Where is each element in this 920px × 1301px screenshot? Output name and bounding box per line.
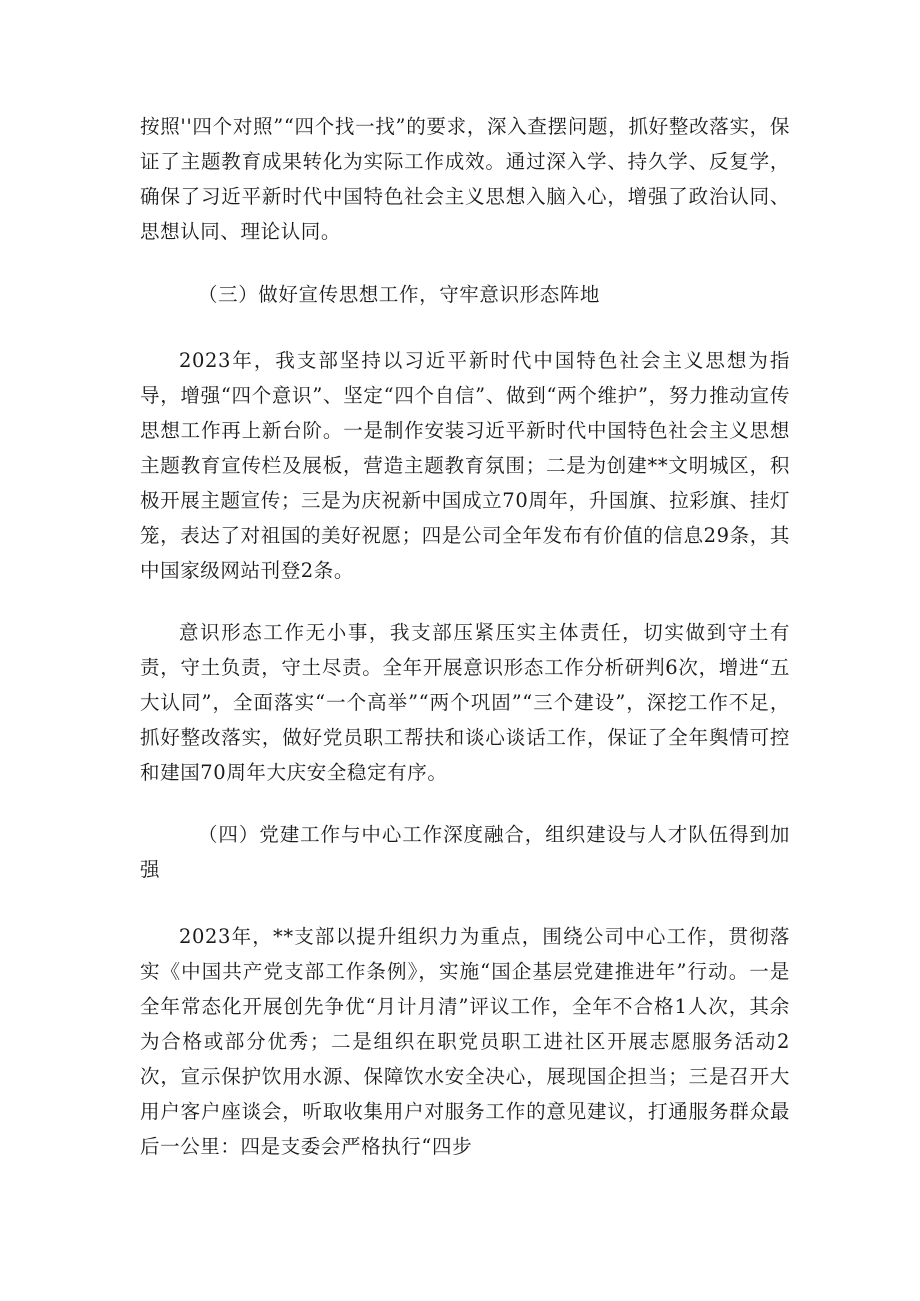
section-heading-4: （四）党建工作与中心工作深度融合，组织建设与人才队伍得到加强	[140, 823, 790, 881]
paragraph-organization-building: 2023年，**支部以提升组织力为重点，围绕公司中心工作，贯彻落实《中国共产党支部工作条例》，实施“国企基层党建推进年”行动。一是全年常态化开展创先争优“月计月清”评议工作，全年不合格1人次，其余为合格或部分优秀；二是组织在职党员职工进社区开展志愿服务活动2次，宣示保护饮用水源、保障饮水安全决心，展现国企担当；三是召开大用户客户座谈会，听取收集用户对服务工作的意见建议，打通服务群众最后一公里：四是支委会严格执行“四步	[140, 925, 790, 1158]
paragraph-propaganda-work: 2023年，我支部坚持以习近平新时代中国特色社会主义思想为指导，增强“四个意识”、坚定“四个自信”、做到“两个维护”，努力推动宣传思想工作再上新台阶。一是制作安装习近平新时代中国特色社会主义思想主题教育宣传栏及展板，营造主题教育氛围；二是为创建**文明城区，积极开展主题宣传；三是为庆祝新中国成立70周年，升国旗、拉彩旗、挂灯笼，表达了对祖国的美好祝愿；四是公司全年发布有价值的信息29条，其中国家级网站刊登2条。	[140, 349, 790, 582]
paragraph-ideology-work: 意识形态工作无小事，我支部压紧压实主体责任，切实做到守土有责，守土负责，守土尽责。全年开展意识形态工作分析研判6次，增进“五大认同”，全面落实“一个高举”“两个巩固”“三个建设”，深挖工作不足，抓好整改落实，做好党员职工帮扶和谈心谈话工作，保证了全年舆情可控和建国70周年大庆安全稳定有序。	[140, 621, 790, 784]
paragraph-theme-education-continued: 按照''四个对照”“四个找一找”的要求，深入查摆问题，抓好整改落实，保证了主题教育成果转化为实际工作成效。通过深入学、持久学、反复学，确保了习近平新时代中国特色社会主义思想入脑入心，增强了政治认同、思想认同、理论认同。	[140, 115, 790, 243]
section-heading-3: （三）做好宣传思想工作，守牢意识形态阵地	[198, 283, 601, 306]
